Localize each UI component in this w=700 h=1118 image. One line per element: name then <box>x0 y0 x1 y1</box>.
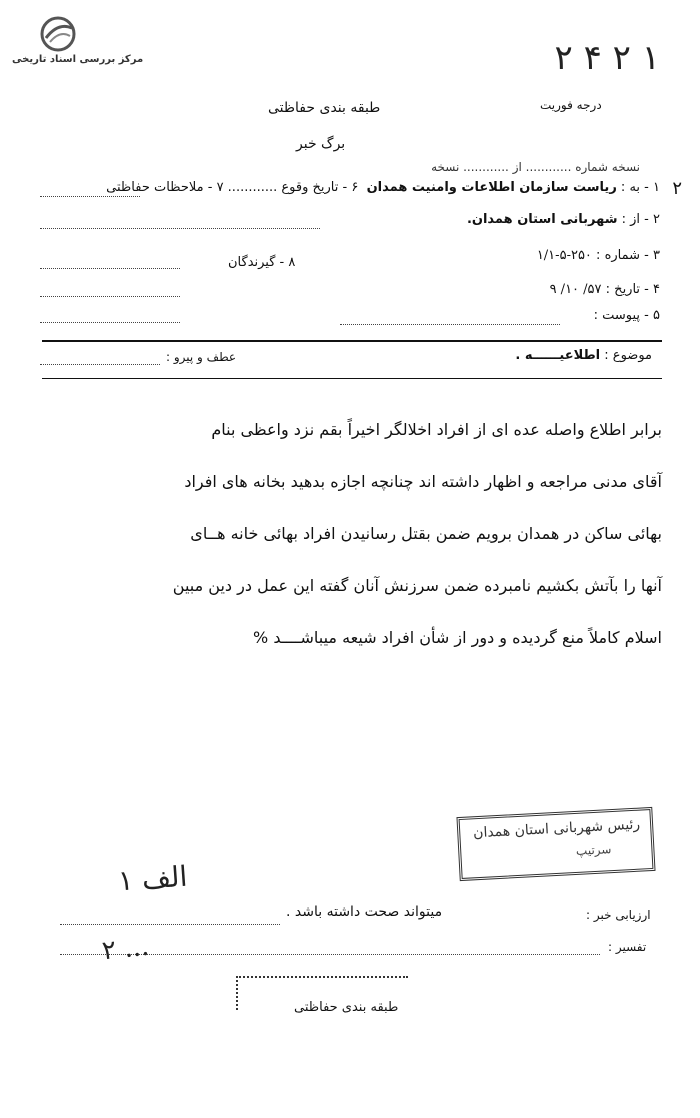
subject-label: موضوع : <box>604 348 652 363</box>
header-rule <box>42 340 662 342</box>
dotted-line <box>40 296 180 297</box>
body-line: اسلام کاملاً منع گردیده و دور از شأن افراد شیعه میباشــــد % <box>253 628 662 647</box>
form-title: برگ خبر <box>296 136 346 152</box>
dotted-line <box>60 924 280 925</box>
archive-logo-text: مرکز بررسی اسناد تاریخی <box>12 54 144 65</box>
dotted-line <box>40 196 140 197</box>
field-to-value: ریاست سازمان اطلاعات وامنیت همدان <box>366 180 617 195</box>
archive-logo-icon <box>38 16 78 52</box>
document-number: ۲ ۴ ۲ ۱ <box>554 38 660 78</box>
subject-rule <box>42 378 662 379</box>
field-from-value: شهربانی استان همدان. <box>466 212 618 227</box>
report-body <box>42 404 662 664</box>
dotted-line <box>40 322 180 323</box>
stamp-line: رئیس شهربانی استان همدان <box>472 816 641 842</box>
classification-heading: طبقه بندی حفاظتی <box>268 100 381 116</box>
dotted-line <box>40 268 180 269</box>
priority-label: درجه فوریت <box>540 98 602 112</box>
body-line: آنها را بآتش بکشیم نامبرده ضمن سرزنش آنان گفته این عمل در دین مبین <box>172 576 662 595</box>
reliability-value: میتواند صحت داشته باشد . <box>286 904 443 920</box>
dotted-line <box>40 364 160 365</box>
dotted-line <box>40 228 320 229</box>
field-number-value: ۲۵۰-۵-۱/۱ <box>536 248 592 263</box>
analysis-label: تفسیر : <box>608 940 647 954</box>
handwritten-note: ۱ الف <box>116 859 189 898</box>
reliability-label: ارزیابی خبر : <box>586 908 651 922</box>
field-to: ۱ - به : ریاست سازمان اطلاعات وامنیت همدان ۶ - تاریخ وقوع ............ ۷ - ملاحظات حفاظتی <box>106 180 660 195</box>
subject-value: اطلاعیــــــه . <box>515 348 601 363</box>
official-stamp <box>456 807 655 881</box>
body-line: آقای مدنی مراجعه و اظهار داشته اند چنانچه اجازه بدهید بخانه های افراد <box>184 472 662 491</box>
handwritten-signature: ۲ ... <box>100 931 151 967</box>
body-line: برابر اطلاع واصله عده ای از افراد اخلالگر اخیراً بقم نزد واعظی بنام <box>211 420 662 439</box>
field-number: ۳ - شماره : ۲۵۰-۵-۱/۱ <box>536 248 660 263</box>
field-from: ۲ - از : شهربانی استان همدان. <box>466 212 660 227</box>
field-date-value: ۵۷/ ۱۰/ ۹ <box>549 282 602 297</box>
copy-number-line: نسخه شماره ............ از ............ نسخه <box>431 160 640 174</box>
field-to-extra: ۶ - تاریخ وقوع ............ ۷ - ملاحظات حفاظتی <box>106 180 359 195</box>
stamp-line: سرتیپ <box>575 842 612 858</box>
reference-label: عطف و پیرو : <box>166 350 237 364</box>
dotted-line <box>340 324 560 325</box>
field-attachment: ۵ - پیوست : <box>593 308 660 323</box>
classification-footer: طبقه بندی حفاظتی <box>294 1000 399 1015</box>
field-date: ۴ - تاریخ : ۵۷/ ۱۰/ ۹ <box>549 282 660 297</box>
handwritten-mark: ۲ <box>672 178 682 199</box>
recipients-label: ۸ - گیرندگان <box>228 255 296 270</box>
body-line: بهائی ساکن در همدان برویم ضمن بقتل رسانیدن افراد بهائی خانه هــای <box>190 524 662 543</box>
subject-line <box>515 348 652 363</box>
